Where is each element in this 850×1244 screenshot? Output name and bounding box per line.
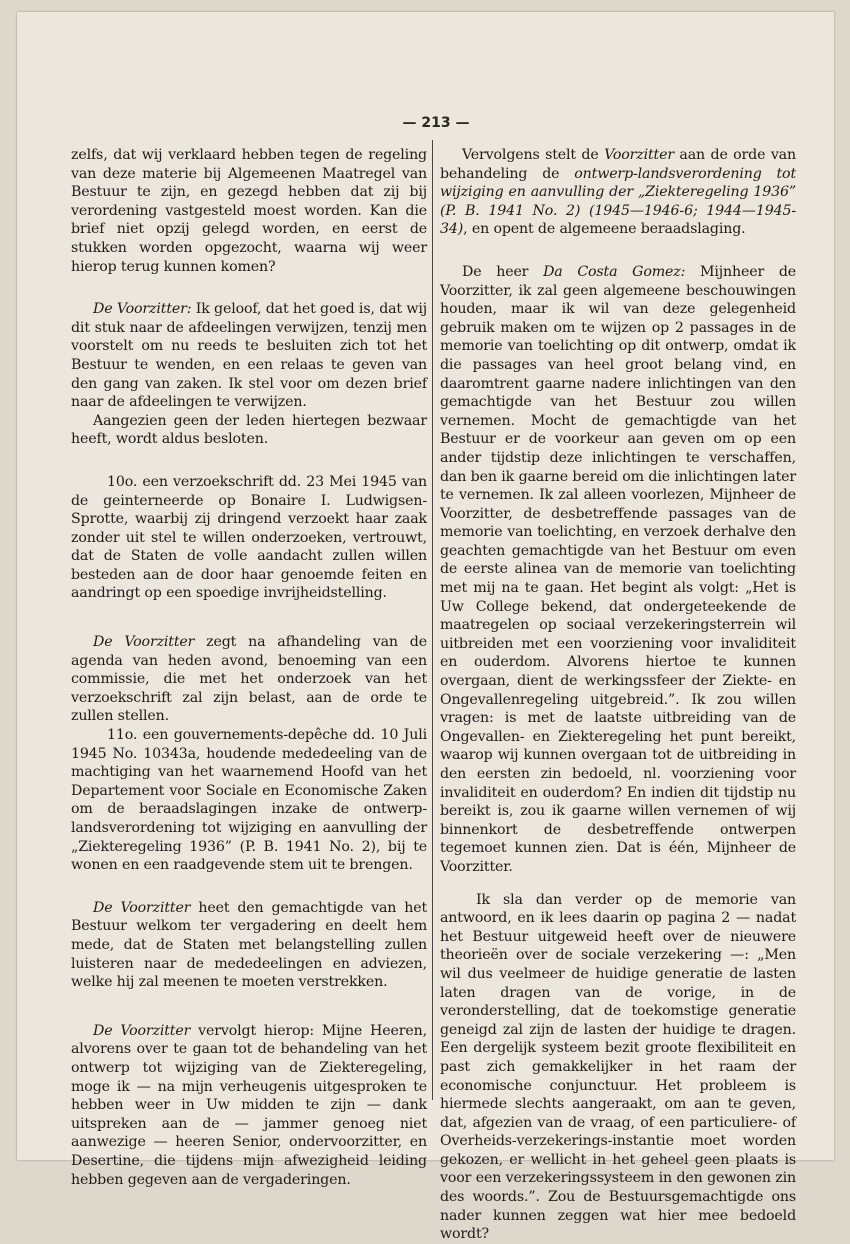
speaker-name: Voorzitter [604,147,674,163]
document-page [17,12,834,1243]
agenda-item: 10o. een verzoekschrift dd. 23 Mei 1945 van de geinterneerde op Bonaire I. Ludwigsen-Sprotte, waarbij zij dringend verzoekt haar zaak zonder uit stel te willen onderzoeken, vertrouwt, dat de Staten de volle aandacht zullen willen besteden aan de door haar genoemde feiten en aandringt op een spoedige invrijheidstelling. [71,473,427,602]
page-number: — 213 — [402,115,470,131]
paragraph: De heer Da Costa Gomez: Mijnheer de Voorzitter, ik zal geen algemeene beschouwingen houden, maar ik wil van deze gelegenheid gebruik maken om te wijzen op 2 passages in de memorie van toelichting op dit ontwerp, omdat ik die passages van heel groot belang vind, en daaromtrent gaarne nadere inlichtingen van den gemachtigde van het Bestuur zou willen vernemen. Mocht de gemachtigde van het Bestuur er de voorkeur aan geven om op een ander tijdstip deze inlichtingen te verschaffen, dan ben ik gaarne bereid om die inlichtingen later te vernemen. Ik zal alleen voorlezen, Mijnheer de Voorzitter, de desbetreffende passages van de memorie van toelichting, en verzoek derhalve den geachten gemachtigde van het Bestuur om even de eerste alinea van de memorie van toelichting met mij na te gaan. Het begint als volgt: „Het is Uw College bekend, dat ondergeteekende de maatregelen op sociaal verzekeringsterrein wil uitbreiden met een voorziening voor invaliditeit en ouderdom. Alvorens hiertoe te kunnen overgaan, dient de werkingssfeer der Ziekte- en Ongevallenregeling uitgebreid.”. Ik zou willen vragen: is met de laatste uitbreiding van de Ongevallen- en Ziekteregeling het punt bereikt, waarop wij kunnen overgaan tot de uitbreiding in den eersten zin bedoeld, nl. voorziening voor invaliditeit en ouderdom? En indien dit tijdstip nu bereikt is, zou ik gaarne willen vernemen of wij binnenkort de desbetreffende ontwerpen tegemoet kunnen zien. Dat is één, Mijnheer de Voorzitter. [440,263,796,875]
column-divider [432,140,433,1100]
right-column [440,146,796,1244]
agenda-item: 11o. een gouvernements-depêche dd. 10 Juli 1945 No. 10343a, houdende mededeeling van de machtiging van het waarnemend Hoofd van het Departement voor Sociale en Economische Zaken om de beraadslagingen inzake de ontwerp-landsverordening tot wijziging en aanvulling der „Ziekteregeling 1936” (P. B. 1941 No. 2), bij te wonen en een raadgevende stem uit te brengen. [71,727,427,874]
paragraph: De Voorzitter zegt na afhandeling van de agenda van heden avond, benoeming van een commissie, die met het onderzoek van het verzoekschrift zal zijn belast, aan de orde te zullen stellen. [71,634,427,725]
bill-title: ontwerp-landsverordening tot wijziging en aanvulling der „Ziekteregeling 1936” (P. B. 1941 No. 2) (1945—1946-6; 1944—1945-34) [440,165,796,238]
paragraph: Ik sla dan verder op de memorie van antwoord, en ik lees daarin op pagina 2 — nadat het Bestuur uitgeweid heeft over de nieuwere theorieën over de sociale verzekering —: „Men wil dus veelmeer de huidige generatie de lasten laten dragen van de vorige, in de veronderstelling, dat de toekomstige generatie geneigd zal zijn de lasten der huidige te dragen. Een dergelijk systeem bezit groote flexibiliteit en past zich gemakkelijker in het raam der economische conjunctuur. Het probleem is hiermede slechts aangeraakt, om aan te geven, dat, afgezien van de vraag, of een particuliere- of Overheids-verzekerings-instantie moet worden gekozen, er wellicht in het geheel geen plaats is voor een verzekeringssysteem in den gewonen zin des woords.”. Zou de Bestuursgemachtigde ons nader kunnen zeggen wat hier mee bedoeld wordt? [440,891,796,1243]
speaker-name: De Voorzitter [93,899,191,916]
paragraph: Aangezien geen der leden hiertegen bezwaar heeft, wordt aldus besloten. [71,412,427,448]
left-column [71,146,427,1189]
paragraph: Vervolgens stelt de Voorzitter aan de orde van behandeling de ontwerp-landsverordening tot wijziging en aanvulling der „Ziekteregeling 1936” (P. B. 1941 No. 2) (1945—1946-6; 1944—1945-34), en opent de algemeene beraadslaging. [440,147,796,238]
speaker-name: De Voorzitter [93,634,195,651]
paragraph: De Voorzitter: Ik geloof, dat het goed is, dat wij dit stuk naar de afdeelingen verwijzen, tenzij men voorstelt om nu reeds te besluiten zich tot het Bestuur te wenden, en een relaas te geven van den gang van zaken. Ik stel voor om dezen brief naar de afdeelingen te verwijzen. [71,301,427,411]
paragraph: De Voorzitter heet den gemachtigde van het Bestuur welkom ter vergadering en deelt hem mede, dat de Staten met belangstelling zullen luisteren naar de mededeelingen en adviezen, welke hij zal meenen te moeten verstrekken. [71,899,427,991]
speaker-name: De Voorzitter [93,1022,191,1039]
speaker-name: De Voorzitter: [93,301,192,318]
paragraph: zelfs, dat wij verklaard hebben tegen de regeling van deze materie bij Algemeenen Maatregel van Bestuur te zijn, en gezegd hebben dat zij bij verordening vastgesteld moest worden. Kan die brief niet opzij gelegd worden, en eerst de stukken worden opgezocht, waarna wij weer hierop terug kunnen komen? [71,147,427,275]
speaker-name: Da Costa Gomez: [543,263,686,280]
paragraph: De Voorzitter vervolgt hierop: Mijne Heeren, alvorens over te gaan tot de behandeling van het ontwerp tot wijziging van de Ziekteregeling, moge ik — na mijn verheugenis uitgesproken te hebben weer in Uw midden te zijn — dank uitspreken aan de — jammer genoeg niet aanwezige — heeren Senior, ondervoorzitter, en Desertine, die tijdens mijn afwezigheid leiding hebben gegeven aan de vergaderingen. [71,1022,427,1188]
